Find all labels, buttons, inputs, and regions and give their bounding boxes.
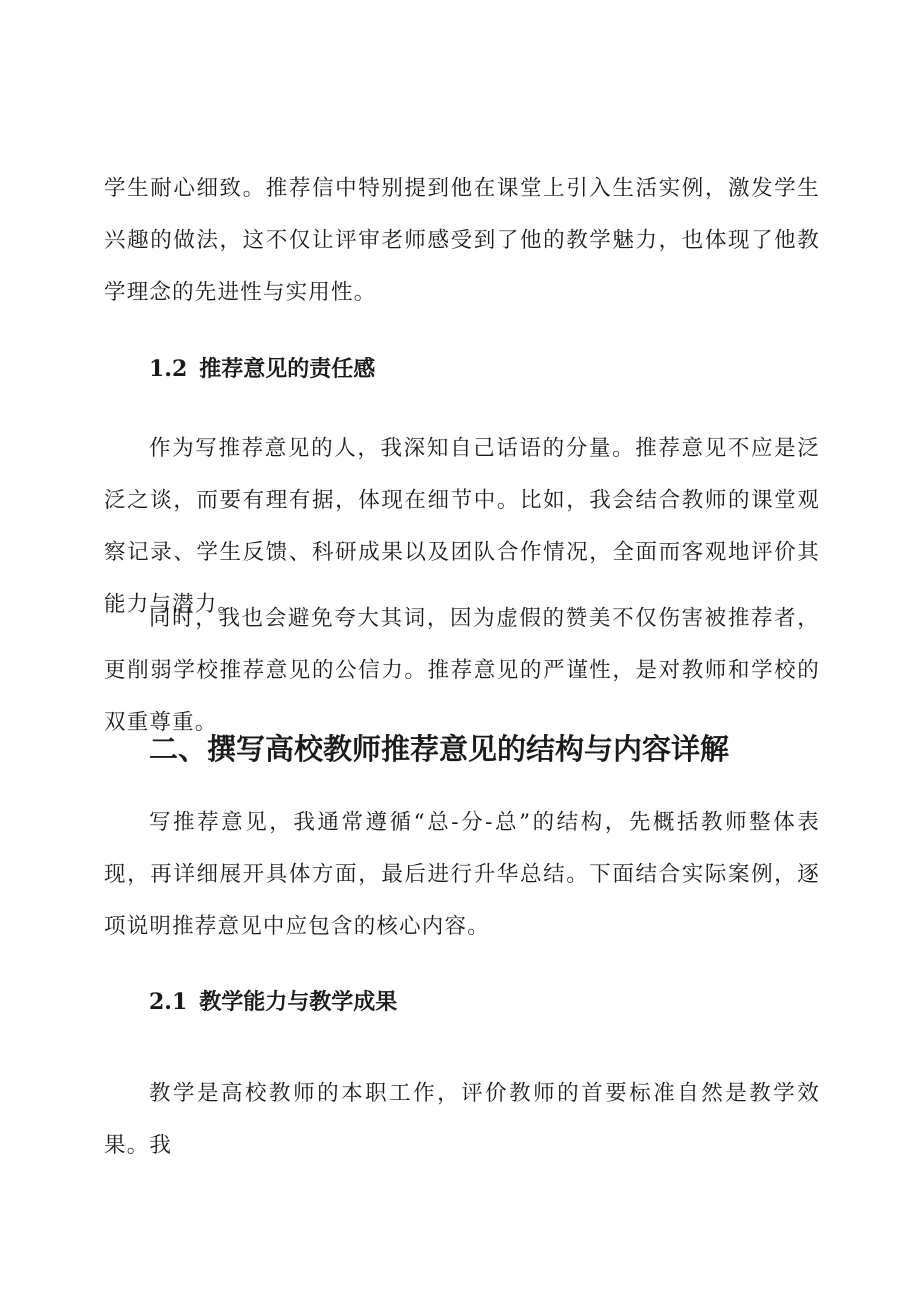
- paragraph: 写推荐意见，我通常遵循“总-分-总”的结构，先概括教师整体表现，再详细展开具体方面，最后进行升华总结。下面结合实际案例，逐项说明推荐意见中应包含的核心内容。: [104, 810, 820, 939]
- section-title: 教学能力与教学成果: [199, 990, 398, 1015]
- section-heading-1-2: [149, 354, 375, 385]
- section-number: 2.1: [149, 989, 188, 1015]
- paragraph: 教学是高校教师的本职工作，评价教师的首要标准自然是教学效果。我: [104, 1081, 820, 1158]
- section-heading-2-1: [149, 987, 397, 1018]
- section-number: 1.2: [149, 356, 188, 382]
- section-title: 推荐意见的责任感: [199, 357, 376, 382]
- paragraph-continued: 学生耐心细致。推荐信中特别提到他在课堂上引入生活实例，激发学生兴趣的做法，这不仅让评审老师感受到了他的教学魅力，也体现了他教学理念的先进性与实用性。: [104, 176, 820, 305]
- paragraph: 同时，我也会避免夸大其词，因为虚假的赞美不仅伤害被推荐者，更削弱学校推荐意见的公信力。推荐意见的严谨性，是对教师和学校的双重尊重。: [104, 606, 820, 735]
- chapter-heading-2: 二、撰写高校教师推荐意见的结构与内容详解: [149, 732, 730, 766]
- paragraph: 作为写推荐意见的人，我深知自己话语的分量。推荐意见不应是泛泛之谈，而要有理有据，体现在细节中。比如，我会结合教师的课堂观察记录、学生反馈、科研成果以及团队合作情况，全面而客观地评价其能力与潜力。: [104, 436, 820, 617]
